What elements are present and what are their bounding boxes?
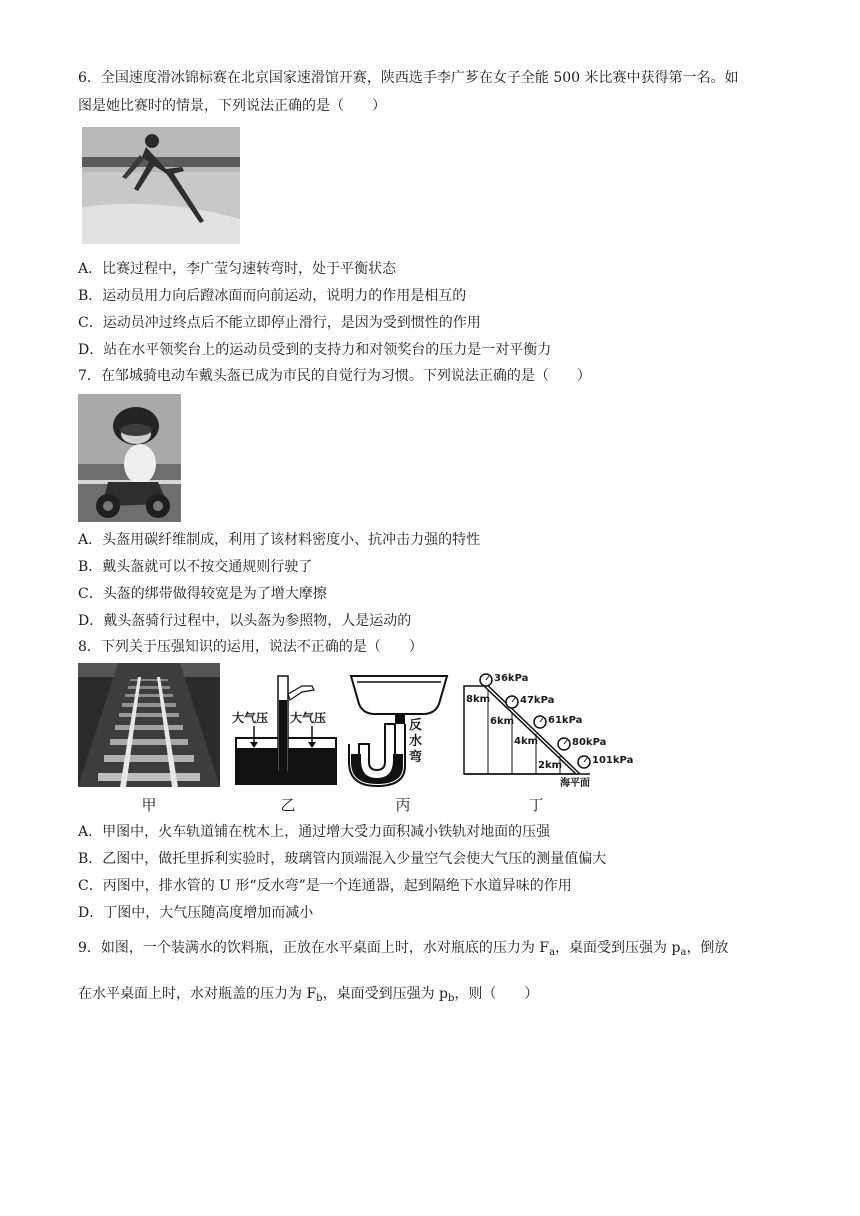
q6-stem-line2: 图是她比赛时的情景，下列说法正确的是（ ） <box>78 98 386 114</box>
q7-option-a: A．头盔用碳纤维制成，利用了该材料密度小、抗冲击力强的特性 <box>78 532 481 548</box>
q7-stem: 7．在邹城骑电动车戴头盔已成为市民的自觉行为习惯。下列说法正确的是（ ） <box>78 368 591 384</box>
q6-option-a: A．比赛过程中，李广莹匀速转弯时，处于平衡状态 <box>78 261 397 277</box>
q9-line1-b: ，桌面受到压强为 <box>555 940 672 956</box>
q9-line2-c: ，则（ ） <box>454 986 539 1002</box>
ding-pressure-61: 61kPa <box>548 715 583 726</box>
q9-Fa: $F_a$ <box>539 940 556 958</box>
q8-fig-yi-torricelli <box>232 664 340 788</box>
q7-option-d: D．戴头盔骑行过程中，以头盔为参照物，人是运动的 <box>78 613 412 629</box>
q9-line1-c: ，倒放 <box>686 940 729 956</box>
bing-u-trap-label: 反水弯 <box>409 718 423 765</box>
q8-caption-yi: 乙 <box>280 796 296 814</box>
q7-option-b: B．戴头盔就可以不按交通规则行驶了 <box>78 559 313 575</box>
ding-pressure-101: 101kPa <box>592 755 634 766</box>
ding-height-6km: 6km <box>490 716 515 727</box>
ding-pressure-36: 36kPa <box>494 673 529 684</box>
yi-left-atm-label: 大气压 <box>232 711 269 725</box>
q7-option-c: C．头盔的绑带做得较宽是为了增大摩擦 <box>78 586 327 602</box>
ding-pressure-80: 80kPa <box>572 737 607 748</box>
q8-fig-bing-u-trap <box>347 670 455 788</box>
q8-fig-jia-railway-photo <box>78 663 220 787</box>
q8-option-d: D．丁图中，大气压随高度增加而减小 <box>78 905 314 921</box>
q8-option-c: C．丙图中，排水管的 U 形“反水弯”是一个连通器，起到隔绝下水道异味的作用 <box>78 878 572 894</box>
q6-stem-line1: 6．全国速度滑冰锦标赛在北京国家速滑馆开赛，陕西选手李广芗在女子全能 500 米比赛中获得第一名。如 <box>78 70 739 86</box>
q8-stem: 8．下列关于压强知识的运用，说法不正确的是（ ） <box>78 639 423 655</box>
q6-option-c: C．运动员冲过终点后不能立即停止滑行，是因为受到惯性的作用 <box>78 315 481 331</box>
q8-caption-jia: 甲 <box>141 796 157 814</box>
q8-fig-ding-pressure-altitude <box>460 664 632 788</box>
ding-height-4km: 4km <box>514 736 539 747</box>
q8-caption-ding: 丁 <box>528 796 544 814</box>
q9-Fb: $F_b$ <box>306 986 323 1004</box>
q6-option-b: B．运动员用力向后蹬冰面而向前运动，说明力的作用是相互的 <box>78 288 467 304</box>
ding-height-2km: 2km <box>538 760 563 771</box>
q9-line2-b: ，桌面受到压强为 <box>322 986 440 1002</box>
q8-option-b: B．乙图中，做托里拆利实验时，玻璃管内顶端混入少量空气会使大气压的测量值偏大 <box>78 851 607 867</box>
ding-height-8km: 8km <box>466 694 491 705</box>
q6-skater-photo <box>82 127 240 244</box>
q9-stem-line2 <box>78 984 538 1009</box>
q9-line1-a: 9．如图，一个装满水的饮料瓶，正放在水平桌面上时，水对瓶底的压力为 <box>78 940 540 956</box>
q6-option-d: D．站在水平领奖台上的运动员受到的支持力和对领奖台的压力是一对平衡力 <box>78 342 552 358</box>
q9-pb: $p_b$ <box>439 986 455 1004</box>
q8-caption-bing: 丙 <box>395 796 411 814</box>
q9-stem-line1 <box>78 938 728 963</box>
q8-option-a: A．甲图中，火车轨道铺在枕木上，通过增大受力面积减小铁轨对地面的压强 <box>78 824 551 840</box>
ding-sea-level-label: 海平面 <box>560 778 590 789</box>
q7-helmet-rider-photo <box>78 394 181 522</box>
q9-line2-a: 在水平桌面上时，水对瓶盖的压力为 <box>78 986 307 1002</box>
yi-right-atm-label: 大气压 <box>290 711 327 725</box>
q9-pa: $p_a$ <box>671 940 687 958</box>
ding-pressure-47: 47kPa <box>520 695 555 706</box>
